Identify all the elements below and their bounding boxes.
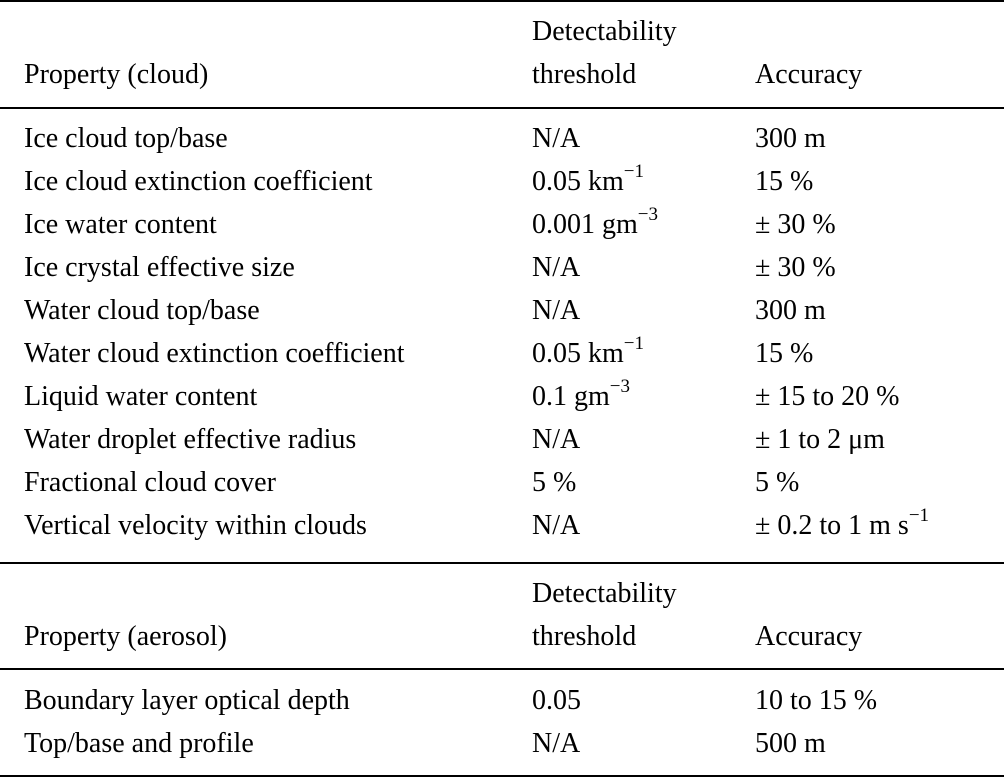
header-property-cloud: Property (cloud)	[24, 59, 209, 90]
row-threshold: 0.05 $km^{-1}$	[532, 333, 644, 369]
row-threshold: 0.1 $gm^{-3}$	[532, 376, 630, 412]
header-accuracy: Accuracy	[755, 621, 863, 652]
row-accuracy: 300 m	[755, 123, 826, 154]
row-accuracy: 10 to 15 %	[755, 685, 878, 716]
row-accuracy: ± 30 %	[755, 252, 836, 283]
row-accuracy: 5 %	[755, 467, 800, 498]
row-property: Ice cloud extinction coefficient	[24, 166, 373, 197]
row-threshold: 0.05 $km^{-1}$	[532, 161, 644, 197]
row-property: Ice cloud top/base	[24, 123, 228, 154]
header-rule	[0, 668, 1004, 670]
bottom-rule	[0, 775, 1004, 777]
top-rule	[0, 0, 1004, 2]
row-property: Top/base and profile	[24, 728, 254, 759]
row-threshold: N/A	[532, 123, 581, 154]
row-accuracy: 15 %	[755, 338, 814, 369]
header-accuracy: Accuracy	[755, 59, 863, 90]
row-property: Water cloud top/base	[24, 295, 260, 326]
row-accuracy: ± 15 to 20 %	[755, 381, 900, 412]
row-accuracy: ± 1 to 2 μm	[755, 424, 885, 455]
row-threshold: 0.001 $gm^{-3}$	[532, 204, 658, 240]
row-accuracy: ± 30 %	[755, 209, 836, 240]
row-property: Water droplet effective radius	[24, 424, 357, 455]
row-accuracy: 300 m	[755, 295, 826, 326]
row-threshold: N/A	[532, 424, 581, 455]
row-accuracy: 500 m	[755, 728, 826, 759]
header-threshold-line1: Detectability	[532, 578, 677, 609]
row-property: Ice crystal effective size	[24, 252, 295, 283]
header-rule	[0, 107, 1004, 109]
row-property: Water cloud extinction coefficient	[24, 338, 405, 369]
row-threshold: N/A	[532, 728, 581, 759]
header-threshold-line2: threshold	[532, 621, 637, 652]
row-property: Ice water content	[24, 209, 217, 240]
row-threshold: 0.05	[532, 685, 581, 716]
section-rule	[0, 562, 1004, 564]
row-property: Boundary layer optical depth	[24, 685, 350, 716]
header-property-aerosol: Property (aerosol)	[24, 621, 227, 652]
row-property: Fractional cloud cover	[24, 467, 276, 498]
row-property: Liquid water content	[24, 381, 258, 412]
row-accuracy: 15 %	[755, 166, 814, 197]
row-threshold: N/A	[532, 252, 581, 283]
row-accuracy: ± 0.2 to 1 m $s^{-1}$	[755, 505, 930, 541]
row-threshold: N/A	[532, 295, 581, 326]
row-threshold: N/A	[532, 510, 581, 541]
row-threshold: 5 %	[532, 467, 577, 498]
header-threshold-line2: threshold	[532, 59, 637, 90]
header-threshold-line1: Detectability	[532, 16, 677, 47]
row-property: Vertical velocity within clouds	[24, 510, 367, 541]
